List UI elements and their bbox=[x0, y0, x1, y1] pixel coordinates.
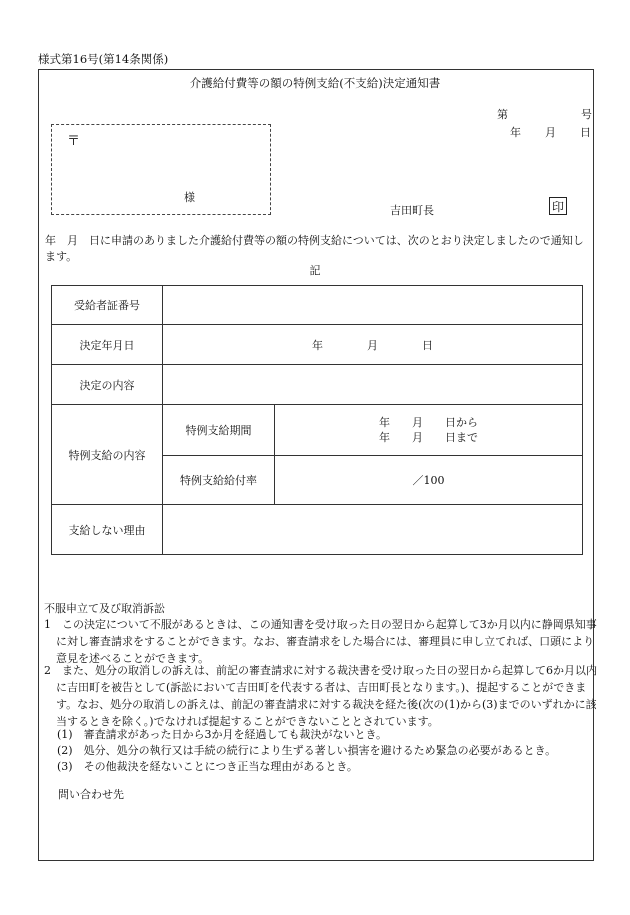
appeal-item-1: 1 この決定について不服があるときは、この通知書を受け取った日の翌日から起算して3か月以内に静岡県知事に対し審査請求をすることができます。なお、審査請求をした場合には、審理員に申し立てれば、口頭により意見を述べることができます。 bbox=[44, 618, 597, 665]
date-day: 日 bbox=[580, 126, 591, 139]
period-value bbox=[275, 405, 583, 456]
contact-label: 問い合わせ先 bbox=[58, 788, 124, 801]
intro-text: 年 月 日に申請のありました介護給付費等の額の特例支給については、次のとおり決定しましたので通知します。 bbox=[45, 234, 584, 263]
appeal-section-title: 不服申立て及び取消訴訟 bbox=[44, 602, 165, 615]
decision-date-label: 決定年月日 bbox=[52, 325, 163, 365]
ki-mark: 記 bbox=[309, 264, 321, 277]
recipient-no-value bbox=[163, 286, 583, 325]
period-from: 年 月 日から bbox=[379, 416, 478, 429]
no-pay-reason-value bbox=[163, 505, 583, 555]
appeal-item-2: 2 また、処分の取消しの訴えは、前記の審査請求に対する裁決書を受け取った日の翌日から起算して6か月以内に吉田町を被告として(訴訟において吉田町を代表する者は、吉田町長となります。)、提起することができます。なお、処分の取消しの訴えは、前記の審査請求に対する裁決を経た後(次の(1)から(3)までのいずれかに該当するときを除く。)でなければ提起することができないこととされています。 bbox=[44, 664, 597, 728]
date-month: 月 bbox=[545, 126, 556, 139]
form-label: 様式第16号(第14条関係) bbox=[38, 52, 169, 66]
address-box bbox=[51, 124, 271, 215]
period-to: 年 月 日まで bbox=[379, 431, 478, 444]
appeal-sub-1: (1) 審査請求があった日から3か月を経過しても裁決がないとき。 bbox=[57, 728, 388, 741]
no-pay-reason-label: 支給しない理由 bbox=[52, 505, 163, 555]
decision-date-value: 年 月 日 bbox=[163, 325, 583, 365]
special-content-label: 特例支給の内容 bbox=[52, 405, 163, 505]
number-prefix: 第 bbox=[497, 108, 508, 121]
appeal-sub-3: (3) その他裁決を経ないことにつき正当な理由があるとき。 bbox=[57, 760, 358, 773]
issuer-mayor: 吉田町長 bbox=[390, 204, 434, 217]
document-title: 介護給付費等の額の特例支給(不支給)決定通知書 bbox=[189, 76, 441, 90]
postal-mark: 〒 bbox=[67, 134, 81, 149]
number-suffix: 号 bbox=[581, 108, 592, 121]
rate-label: 特例支給給付率 bbox=[163, 456, 275, 505]
decision-table bbox=[51, 285, 583, 555]
decision-content-value bbox=[163, 365, 583, 405]
decision-content-label: 決定の内容 bbox=[52, 365, 163, 405]
rate-value: ／100 bbox=[275, 456, 583, 505]
recipient-no-label: 受給者証番号 bbox=[52, 286, 163, 325]
appeal-sub-2: (2) 処分、処分の執行又は手続の続行により生ずる著しい損害を避けるため緊急の必要があるとき。 bbox=[57, 744, 557, 757]
period-label: 特例支給期間 bbox=[163, 405, 275, 456]
seal-icon: 印 bbox=[549, 197, 567, 215]
addressee-honorific: 様 bbox=[184, 191, 195, 204]
date-year: 年 bbox=[510, 126, 521, 139]
